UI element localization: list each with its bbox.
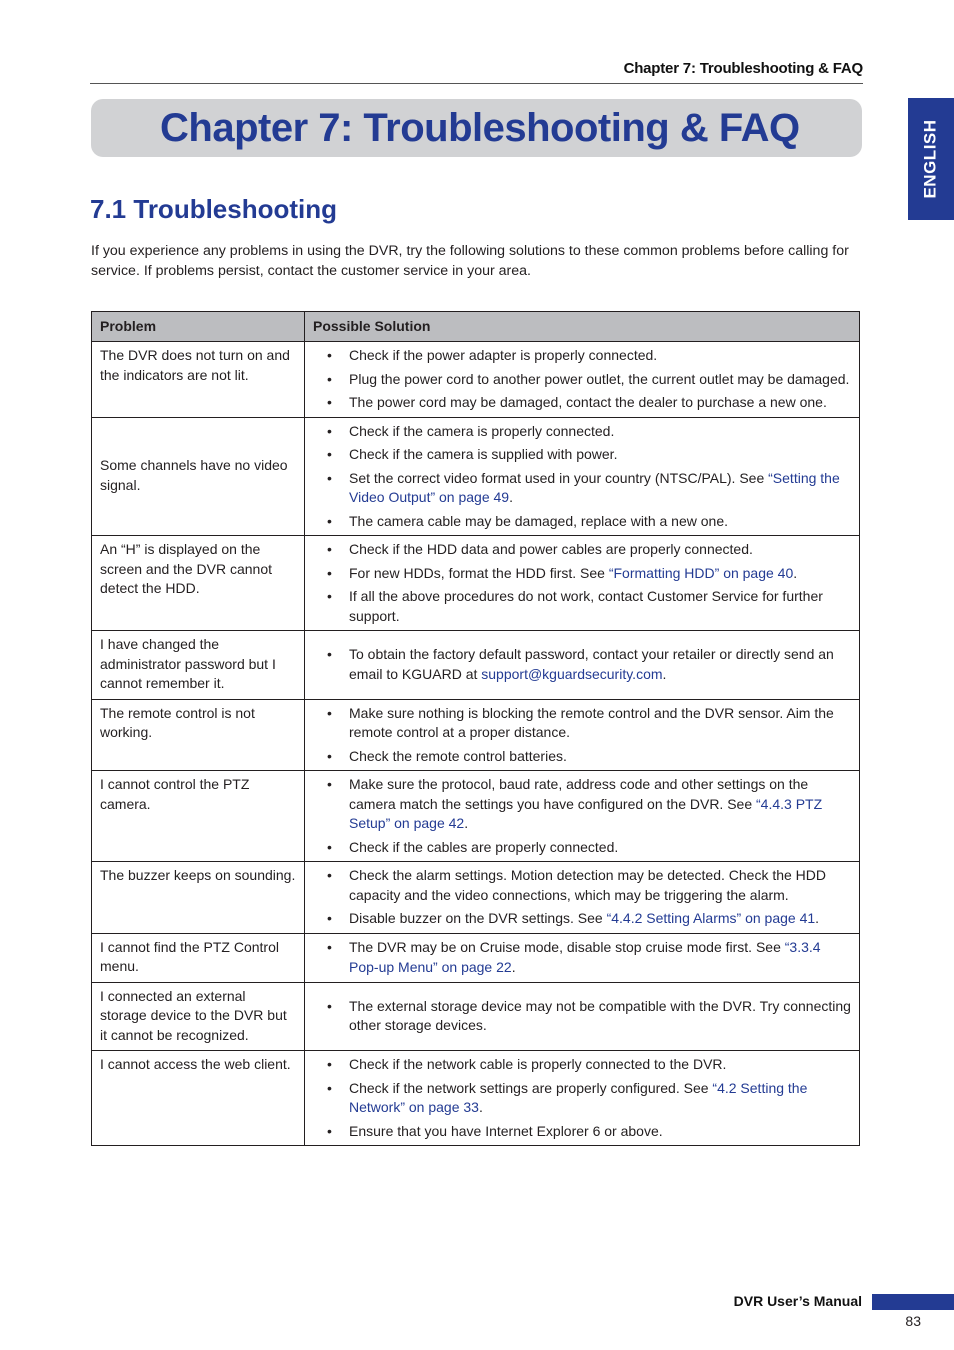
solution-list [313, 997, 851, 1036]
solution-item [313, 445, 851, 465]
solution-text-suffix: . [478, 1099, 483, 1115]
solution-text: Check if the power adapter is properly connected. [349, 347, 658, 363]
solution-list [313, 346, 851, 413]
cross-reference-link[interactable]: “3.3.4 Pop-up Menu” on page 22 [349, 939, 821, 975]
solution-item [313, 838, 851, 858]
solution-text: Check if the network settings are properly configured. See [349, 1079, 713, 1096]
table-header-row [92, 312, 860, 342]
table-body [92, 342, 860, 1146]
problem-cell: I cannot find the PTZ Control menu. [92, 933, 305, 982]
solution-list [313, 704, 851, 767]
solution-item [313, 512, 851, 532]
problem-cell: I have changed the administrator password but I cannot remember it. [92, 631, 305, 700]
chapter-banner [91, 99, 862, 157]
solution-text: For new HDDs, format the HDD first. See [349, 564, 609, 581]
solution-item [313, 1079, 851, 1118]
header-rule [90, 83, 863, 84]
column-header-problem: Problem [92, 312, 305, 342]
problem-cell: An “H” is displayed on the screen and the DVR cannot detect the HDD. [92, 536, 305, 631]
problem-cell: Some channels have no video signal. [92, 417, 305, 536]
problem-cell: I cannot access the web client. [92, 1051, 305, 1146]
solution-text: The external storage device may not be compatible with the DVR. Try connecting other storage devices. [349, 997, 851, 1034]
language-tab [908, 98, 954, 220]
cross-reference-link[interactable]: support@kguardsecurity.com [481, 665, 663, 682]
table-row [92, 982, 860, 1051]
solution-text: Disable buzzer on the DVR settings. See [349, 910, 607, 926]
solution-item [313, 1122, 851, 1142]
solution-item [313, 997, 851, 1036]
solution-item [313, 370, 851, 390]
solution-text-suffix: . [793, 564, 798, 581]
solution-text: Check the remote control batteries. [349, 747, 567, 764]
solution-text: Check if the camera is supplied with power. [349, 446, 618, 462]
footer-manual-title: DVR User’s Manual [733, 1293, 862, 1309]
table-row [92, 862, 860, 934]
solution-cell [305, 982, 860, 1051]
solution-item [313, 469, 851, 508]
page-number: 83 [905, 1313, 921, 1329]
solution-list [313, 645, 851, 684]
solution-item [313, 587, 851, 626]
section-title: 7.1 Troubleshooting [90, 194, 338, 224]
solution-text: Check if the network cable is properly connected to the DVR. [349, 1056, 727, 1072]
solution-text: Ensure that you have Internet Explorer 6 or above. [349, 1122, 663, 1139]
cross-reference-link[interactable]: “4.2 Setting the Network” on page 33 [349, 1079, 808, 1115]
problem-cell: The DVR does not turn on and the indicators are not lit. [92, 342, 305, 418]
solution-text-suffix: . [509, 489, 513, 505]
solution-text: Plug the power cord to another power outlet, the current outlet may be damaged. [349, 370, 850, 387]
table-row [92, 536, 860, 631]
solution-item [313, 747, 851, 767]
solution-cell [305, 536, 860, 631]
solution-text-suffix: . [464, 815, 469, 831]
solution-item [313, 909, 851, 929]
solution-text-suffix: . [511, 958, 516, 975]
intro-paragraph: If you experience any problems in using the DVR, try the following solutions to these common problems before calling for service. If problems persist, contact the customer service in your area. [91, 243, 849, 279]
solution-cell [305, 1051, 860, 1146]
solution-text-suffix: . [815, 910, 820, 926]
solution-list [313, 775, 851, 857]
solution-item [313, 775, 851, 834]
solution-item [313, 564, 851, 584]
table-row [92, 1051, 860, 1146]
solution-item [313, 393, 851, 413]
troubleshooting-table [91, 311, 860, 1146]
problem-cell: The remote control is not working. [92, 699, 305, 771]
solution-list [313, 422, 851, 532]
column-header-solution: Possible Solution [305, 312, 860, 342]
solution-cell [305, 342, 860, 418]
solution-text: If all the above procedures do not work, contact Customer Service for further support. [349, 588, 823, 624]
cross-reference-link[interactable]: “Formatting HDD” on page 40 [608, 564, 794, 581]
chapter-title: Chapter 7: Troubleshooting & FAQ [160, 105, 800, 150]
solution-item [313, 540, 851, 560]
solution-cell [305, 862, 860, 934]
cross-reference-link[interactable]: “4.4.2 Setting Alarms” on page 41 [606, 910, 816, 926]
solution-text: Make sure nothing is blocking the remote control and the DVR sensor. Aim the remote control at a proper distance. [349, 704, 834, 740]
solution-item [313, 866, 851, 905]
language-tab-label: ENGLISH [921, 119, 940, 199]
solution-list [313, 866, 851, 929]
table-row [92, 771, 860, 862]
table-row [92, 342, 860, 418]
solution-cell [305, 933, 860, 982]
solution-text: Check if the cables are properly connected. [349, 838, 619, 855]
solution-list [313, 540, 851, 626]
solution-text: The camera cable may be damaged, replace with a new one. [349, 512, 728, 529]
solution-cell [305, 771, 860, 862]
cross-reference-link[interactable]: “Setting the Video Output” on page 49 [349, 469, 840, 505]
running-header: Chapter 7: Troubleshooting & FAQ [623, 60, 863, 77]
solution-list [313, 938, 851, 977]
solution-cell [305, 417, 860, 536]
solution-text-suffix: . [662, 665, 667, 682]
problem-cell: The buzzer keeps on sounding. [92, 862, 305, 934]
table-row [92, 933, 860, 982]
solution-item [313, 346, 851, 366]
table-row [92, 631, 860, 700]
table-row [92, 699, 860, 771]
solution-item [313, 422, 851, 442]
problem-cell: I cannot control the PTZ camera. [92, 771, 305, 862]
solution-text: Check the alarm settings. Motion detection may be detected. Check the HDD capacity and the video connections, which may be triggering the alarm. [349, 867, 827, 903]
solution-text: Check if the HDD data and power cables are properly connected. [349, 541, 753, 557]
solution-text: Make sure the protocol, baud rate, address code and other settings on the camera match the settings you have configured on the DVR. See [349, 776, 809, 812]
footer-bar [872, 1294, 954, 1310]
solution-item [313, 1055, 851, 1075]
solution-cell [305, 699, 860, 771]
solution-text: Check if the camera is properly connected. [349, 422, 615, 439]
solution-text: The power cord may be damaged, contact the dealer to purchase a new one. [349, 394, 827, 410]
solution-item [313, 704, 851, 743]
solution-item [313, 938, 851, 977]
solution-text: The DVR may be on Cruise mode, disable stop cruise mode first. See [349, 939, 785, 955]
cross-reference-link[interactable]: “4.4.3 PTZ Setup” on page 42 [349, 795, 823, 831]
solution-text: Set the correct video format used in your country (NTSC/PAL). See [349, 469, 769, 486]
solution-list [313, 1055, 851, 1141]
solution-item [313, 645, 851, 684]
solution-cell [305, 631, 860, 700]
solution-text: To obtain the factory default password, contact your retailer or directly send an email to KGUARD at [349, 646, 834, 682]
problem-cell: I connected an external storage device to the DVR but it cannot be recognized. [92, 982, 305, 1051]
table-row [92, 417, 860, 536]
